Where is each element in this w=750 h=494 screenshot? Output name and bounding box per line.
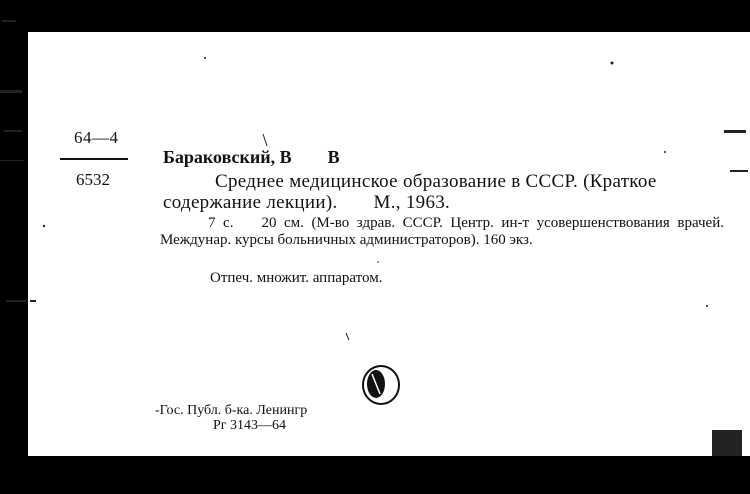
order-number: Рг 3143—64 (213, 418, 287, 433)
shelfmark-top: 64—4 (74, 128, 119, 147)
title-block (163, 171, 723, 213)
scan-border (0, 0, 28, 494)
collation-block (160, 215, 724, 249)
title-text: Среднее медицинское образование в СССР. (Краткое содержание лекции). (163, 171, 657, 213)
author-heading: Бараковский, В В (163, 147, 340, 167)
ink-stamp-mark (360, 364, 402, 406)
pages: 7 с. (208, 215, 234, 231)
shelfmark-divider (60, 158, 128, 160)
shelfmark-bottom: 6532 (76, 170, 110, 189)
printing-note: Отпеч. множит. аппаратом. (210, 270, 383, 286)
collation-details: 20 см. (М-во здрав. СССР. Центр. ин-т усовершенствования врачей. Междунар. курсы больничных администраторов). 160 экз. (160, 215, 724, 248)
imprint: М., 1963. (373, 192, 451, 213)
publisher-line: -Гос. Публ. б-ка. Ленингр (155, 403, 308, 418)
